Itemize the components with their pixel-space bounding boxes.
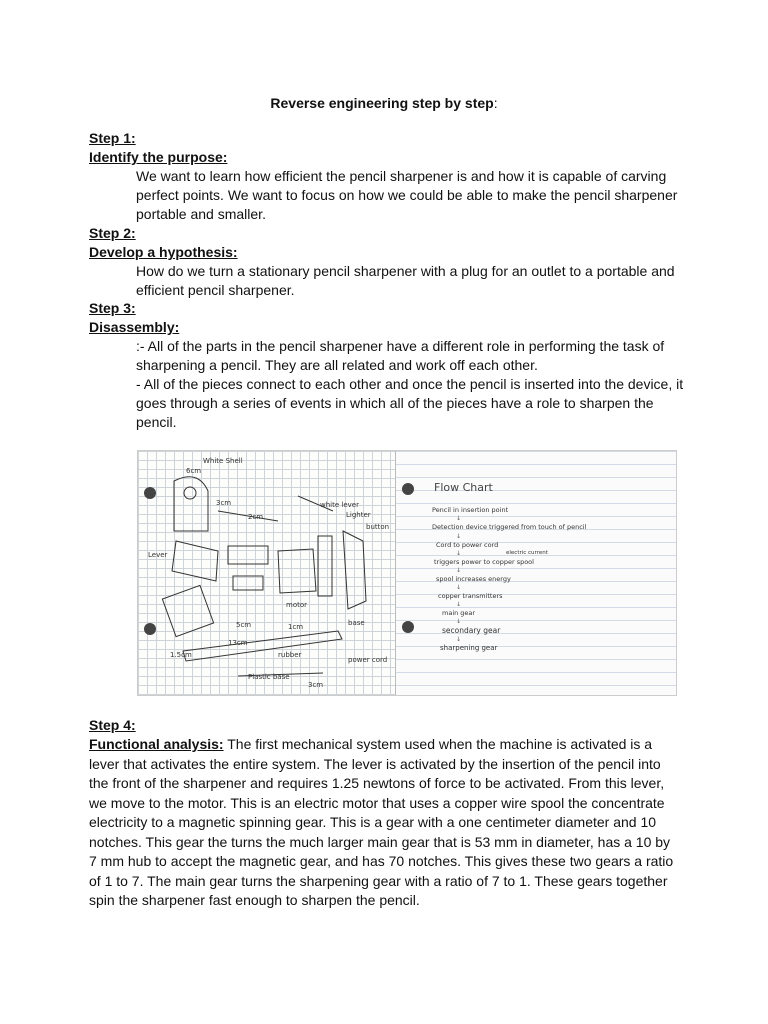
flow-chart-item: sharpening gear [440, 644, 498, 652]
step-4-heading: Functional analysis: [89, 736, 224, 752]
sketch-label: White Shell [203, 457, 243, 465]
step-4-text: The first mechanical system used when the machine is activated is a lever that activates the entire system. The lever is activated by the insertion of the pencil into the front of the sharpener and requires 1.25 newtons of force to be activated. From this lever, we move to the motor. This is an electric motor that uses a copper wire spool the concentrate electricity to a magnetic spinning gear. This is a gear with a one centimeter diameter and 10 notches. This gear the turns the much larger main gear that is 53 mm in diameter, has a 10 by 7 mm hub to accept the magnetic gear, and has 70 notches. This gives these two gears a ratio of 1 to 7. The main gear turns the sharpening gear with a ratio of 7 to 1. These gears together spin the sharpener fast enough to sharpen the pencil. [89, 736, 674, 908]
flow-arrow-icon: ↓ [456, 550, 462, 557]
sketch-label: 13cm [228, 639, 248, 647]
sketch-label: white lever [320, 501, 359, 509]
sketch-label: motor [286, 601, 308, 609]
flow-arrow-icon: ↓ [456, 601, 462, 608]
step-2-section [89, 224, 689, 300]
flow-arrow-icon: ↓ [456, 515, 462, 522]
step-2-text: How do we turn a stationary pencil sharpener with a plug for an outlet to a portable and efficient pencil sharpener. [136, 263, 675, 298]
step-1-label: Step 1: [89, 130, 136, 146]
step-2-heading: Develop a hypothesis: [89, 244, 238, 260]
sketch-label: 1.5cm [170, 651, 192, 659]
flow-chart-item: copper transmitters [438, 592, 503, 600]
flow-chart-item: spool increases energy [436, 575, 511, 583]
step-4-label: Step 4: [89, 717, 136, 733]
step-3-section [89, 299, 689, 432]
flow-chart-side-note: electric current [506, 550, 548, 556]
flow-chart-note [396, 451, 676, 695]
title-colon: : [493, 95, 498, 111]
flow-arrow-icon: ↓ [456, 584, 462, 591]
sketch-label: 3cm [308, 681, 324, 689]
step-3-heading: Disassembly: [89, 319, 180, 335]
step-1-text: We want to learn how efficient the pencil sharpener is and how it is capable of carving perfect points. We want to focus on how we could be able to make the pencil sharpener portable and smaller. [136, 168, 678, 222]
sketch-label: 1cm [288, 623, 304, 631]
title-text: Reverse engineering step by step [270, 95, 494, 111]
step-4-section [89, 716, 689, 911]
sketch-label: 2cm [248, 513, 264, 521]
flow-chart-item: Cord to power cord [436, 541, 499, 549]
flow-arrow-icon: ↓ [456, 567, 462, 574]
sketch-label: button [366, 523, 390, 531]
step-4-body [89, 735, 679, 911]
sketch-label: Lighter [346, 511, 371, 519]
sketch-label: 6cm [186, 467, 202, 475]
disassembly-figure [137, 450, 677, 696]
sketch-label: power cord [348, 656, 388, 664]
flow-chart-item: Detection device triggered from touch of pencil [432, 523, 587, 531]
step-1-heading: Identify the purpose: [89, 149, 228, 165]
step-1-section [89, 129, 689, 224]
step-3-paragraph-1: :- All of the parts in the pencil sharpener have a different role in performing the task of sharpening a pencil. They are all related and work off each other. [136, 338, 665, 373]
sketch-label: rubber [278, 651, 302, 659]
document-title [0, 94, 768, 112]
step-2-label: Step 2: [89, 225, 136, 241]
sketch-label: 5cm [236, 621, 252, 629]
flow-chart-item: triggers power to copper spool [434, 558, 534, 566]
sketch-label: Plastic base [248, 673, 290, 681]
binder-hole-icon [402, 621, 414, 633]
sketch-label: 3cm [216, 499, 232, 507]
flow-chart-item: secondary gear [442, 626, 501, 635]
sketch-label: Lever [148, 551, 168, 559]
flow-chart-item: main gear [442, 609, 476, 617]
flow-arrow-icon: ↓ [456, 618, 462, 625]
flow-arrow-icon: ↓ [456, 636, 462, 643]
flow-chart-title: Flow Chart [434, 481, 493, 494]
binder-hole-icon [402, 483, 414, 495]
sketch-label: base [348, 619, 365, 627]
disassembly-sketch [138, 451, 396, 695]
flow-arrow-icon: ↓ [456, 533, 462, 540]
flow-chart-item: Pencil in insertion point [432, 506, 509, 514]
step-3-paragraph-2: - All of the pieces connect to each other and once the pencil is inserted into the device, it goes through a series of events in which all of the pieces have a role to sharpen the pencil. [136, 376, 684, 430]
step-3-label: Step 3: [89, 300, 136, 316]
